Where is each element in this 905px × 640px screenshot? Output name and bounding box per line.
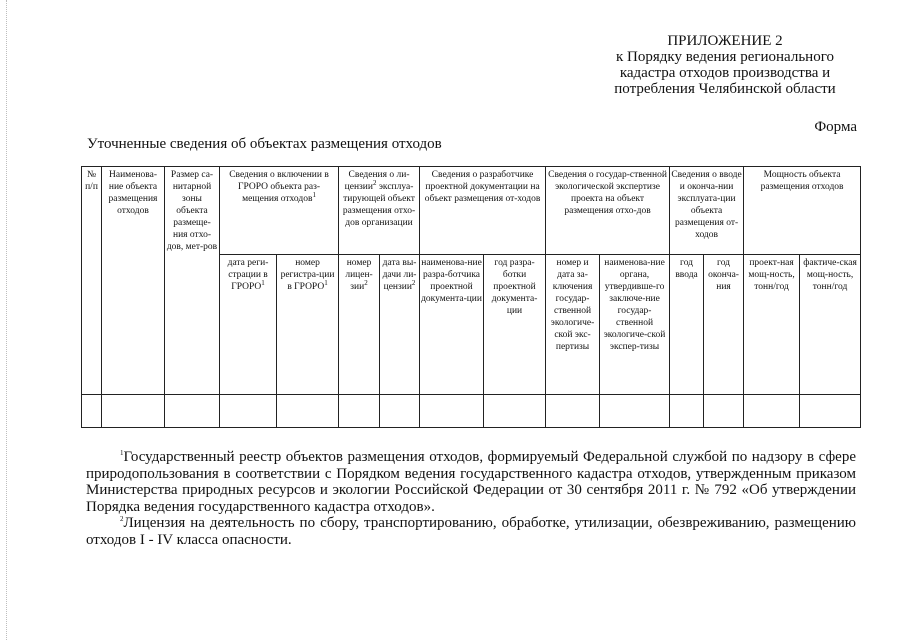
table-cell (220, 394, 277, 427)
page-margin-line (6, 0, 7, 640)
footnotes (86, 449, 856, 548)
col-expertise-authority: наименова-ние органа, утвердивше-го заключе-ние государ-ственной экологиче-ской экспер-тизы (600, 255, 670, 395)
col-number-header: № п/п (82, 167, 102, 395)
col-groro-reg-number: номер регистра-ции в ГРОРО$^1$ (277, 255, 339, 395)
col-expertise-number-date: номер и дата за-ключения государ-ственной экологиче-ской экс-пертизы (546, 255, 600, 395)
appendix-line-3: потребления Челябинской области (614, 81, 836, 97)
table-cell (82, 394, 102, 427)
appendix-header (575, 33, 875, 97)
group-operation-header: Сведения о вводе и оконча-нии эксплуата-ции объекта размещения от-ходов (670, 167, 744, 255)
col-license-date: дата вы-дачи ли-цензии$^2$ (380, 255, 420, 395)
table-cell (546, 394, 600, 427)
col-object-name-header: Наименова-ние объекта размещения отходов (102, 167, 165, 395)
col-sanitary-zone-header: Размер са-нитарной зоны объекта размеще-ния отхо-дов, мет-ров (165, 167, 220, 395)
table-cell (277, 394, 339, 427)
appendix-title: ПРИЛОЖЕНИЕ 2 (667, 33, 783, 49)
table-cell (670, 394, 704, 427)
group-capacity-header: Мощность объекта размещения отходов (744, 167, 861, 255)
col-groro-reg-date: дата реги-страции в ГРОРО$^1$ (220, 255, 277, 395)
group-groro-header: Сведения о включении в ГРОРО объекта раз-мещения отходов$^1$ (220, 167, 339, 255)
col-design-capacity: проект-ная мощ-ность, тонн/год (744, 255, 800, 395)
table-cell (704, 394, 744, 427)
document-title: Уточненные сведения об объектах размещения отходов (87, 136, 442, 152)
table-cell (800, 394, 861, 427)
table-cell (600, 394, 670, 427)
appendix-line-2: кадастра отходов производства и (619, 65, 831, 81)
appendix-line-1: к Порядку ведения регионального (616, 49, 834, 65)
group-developer-header: Сведения о разработчике проектной документации на объект размещения от-ходов (420, 167, 546, 255)
col-end-year: год оконча-ния (704, 255, 744, 395)
table-cell (744, 394, 800, 427)
col-commission-year: год ввода (670, 255, 704, 395)
col-actual-capacity: фактиче-ская мощ-ность, тонн/год (800, 255, 861, 395)
group-license-header: Сведения о ли-цензии$^2$ эксплуа-тирующей объект размещения отхо-дов организации (339, 167, 420, 255)
table-empty-row (82, 394, 861, 427)
waste-facilities-table (81, 166, 861, 428)
form-label: Форма (814, 119, 857, 135)
table-cell (102, 394, 165, 427)
table-header-row (82, 167, 861, 255)
col-developer-name: наименова-ние разра-ботчика проектной документа-ции (420, 255, 484, 395)
table-cell (339, 394, 380, 427)
table-cell (165, 394, 220, 427)
group-expertise-header: Сведения о государ-ственной экологической экспертизе проекта на объект размещения отхо-дов (546, 167, 670, 255)
footnote-1: $^1$Государственный реестр объектов размещения отходов, формируемый Федеральной службой по надзору в сфере природопользования в соответствии с Порядком ведения государственного кадастра отходов, утвержденным приказом Министерства природных ресурсов и экологии Российской Федерации от 30 сентября 2011 г. № 792 «Об утверждении Порядка ведения государственного кадастра отходов». (86, 449, 856, 515)
table-cell (380, 394, 420, 427)
table-cell (420, 394, 484, 427)
table-cell (484, 394, 546, 427)
footnote-2: $^2$Лицензия на деятельность по сбору, транспортированию, обработке, утилизации, обезвреживанию, размещению отходов I - IV класса опасности. (86, 515, 856, 548)
col-developer-year: год разра-ботки проектной документа-ции (484, 255, 546, 395)
col-license-number: номер лицен-зии$^2$ (339, 255, 380, 395)
